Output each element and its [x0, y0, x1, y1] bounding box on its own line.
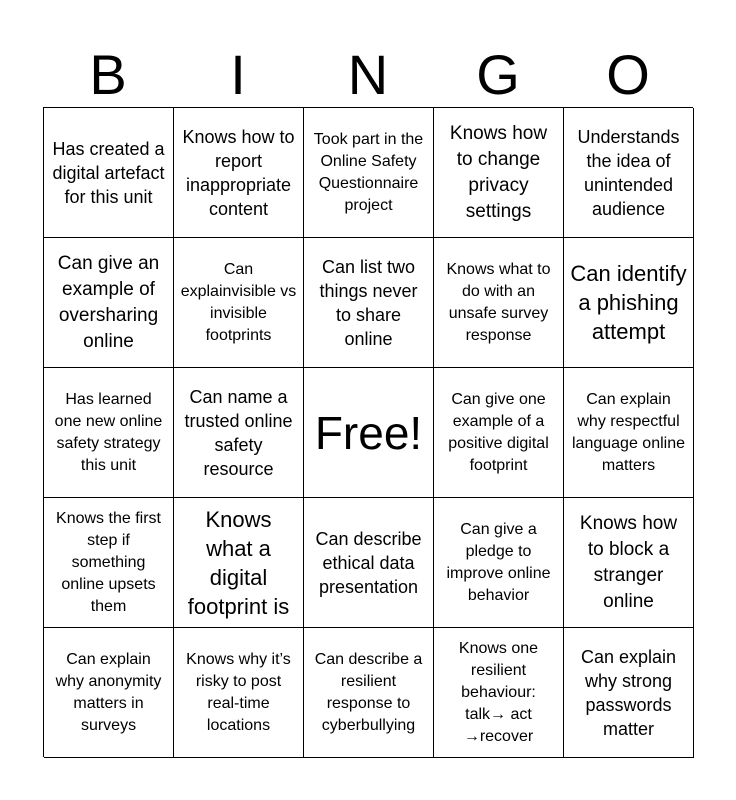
bingo-cell[interactable]: [44, 238, 174, 368]
header-letter-o: O: [606, 43, 650, 106]
bingo-cell[interactable]: [564, 108, 694, 238]
bingo-cell[interactable]: [44, 108, 174, 238]
cell-text: Knows what a digital footprint is: [187, 506, 290, 619]
free-space[interactable]: [304, 368, 434, 498]
bingo-cell[interactable]: [564, 498, 694, 628]
bingo-cell[interactable]: [434, 238, 564, 368]
cell-text: Understands the idea of unintended audience: [577, 126, 680, 219]
cell-text: Can describe a resilient response to cyberbullying: [314, 650, 423, 734]
bingo-cell[interactable]: [434, 498, 564, 628]
cell-text: Can explain why respectful language online matters: [572, 390, 685, 474]
bingo-cell[interactable]: [44, 498, 174, 628]
bingo-cell[interactable]: [564, 238, 694, 368]
bingo-cell[interactable]: [44, 368, 174, 498]
cell-text: Knows why it’s risky to post real-time locations: [186, 650, 291, 734]
bingo-cell[interactable]: [174, 108, 304, 238]
cell-text: Has created a digital artefact for this unit: [52, 138, 165, 207]
cell-text: Can identify a phishing attempt: [570, 261, 687, 344]
cell-text: Knows the first step if something online upsets them: [56, 509, 161, 615]
free-space-label: Free!: [314, 406, 423, 459]
bingo-cell[interactable]: [564, 368, 694, 498]
cell-text: Knows one resilient behaviour: talk→ act →recover: [458, 639, 539, 745]
bingo-cell[interactable]: [174, 368, 304, 498]
bingo-header: [43, 42, 693, 108]
cell-text: Can give a pledge to improve online behavior: [446, 520, 551, 604]
bingo-grid: [43, 107, 693, 757]
bingo-cell[interactable]: [174, 238, 304, 368]
cell-text: Knows how to block a stranger online: [579, 512, 678, 612]
cell-text: Can give an example of oversharing online: [57, 252, 160, 352]
cell-text: Can explain why anonymity matters in surveys: [55, 650, 162, 734]
cell-text: Can explainvisible vs invisible footprints: [180, 260, 297, 344]
bingo-cell[interactable]: [304, 628, 434, 758]
cell-text: Took part in the Online Safety Questionnaire project: [313, 130, 424, 214]
header-letter-n: N: [347, 43, 389, 106]
bingo-cell[interactable]: [304, 108, 434, 238]
bingo-cell[interactable]: [44, 628, 174, 758]
header-letter-g: G: [476, 43, 520, 106]
cell-text: Can give one example of a positive digital footprint: [448, 390, 549, 474]
bingo-cell[interactable]: [174, 498, 304, 628]
bingo-cell[interactable]: [174, 628, 304, 758]
header-letter-b: B: [89, 43, 127, 106]
cell-text: Can describe ethical data presentation: [315, 528, 422, 597]
cell-text: Can list two things never to share online: [319, 256, 418, 349]
bingo-cell[interactable]: [564, 628, 694, 758]
bingo-cell[interactable]: [304, 498, 434, 628]
cell-text: Knows how to change privacy settings: [449, 122, 548, 222]
cell-text: Has learned one new online safety strategy this unit: [54, 390, 163, 474]
cell-text: Knows how to report inappropriate content: [182, 126, 295, 219]
bingo-cell[interactable]: [304, 238, 434, 368]
bingo-cell[interactable]: [434, 628, 564, 758]
cell-text: Knows what to do with an unsafe survey response: [446, 260, 551, 344]
bingo-cell[interactable]: [434, 368, 564, 498]
cell-text: Can name a trusted online safety resource: [184, 386, 293, 479]
header-letter-i: I: [230, 43, 246, 106]
cell-text: Can explain why strong passwords matter: [580, 646, 677, 739]
bingo-cell[interactable]: [434, 108, 564, 238]
